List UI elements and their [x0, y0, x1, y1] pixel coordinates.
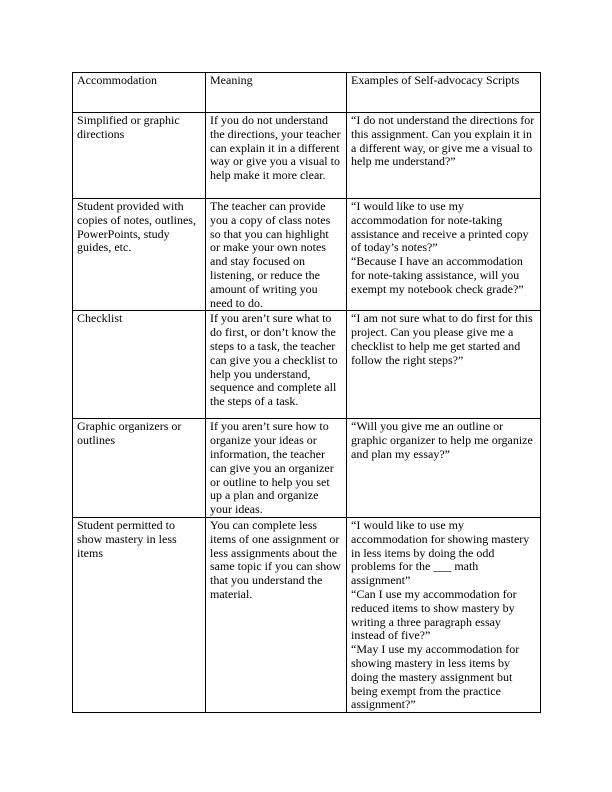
script-quote: “I would like to use my accommodation for note-taking assistance and receive a printed copy of today’s notes?” [351, 199, 529, 255]
column-header-meaning: Meaning [206, 73, 347, 113]
cell-examples [347, 113, 541, 199]
script-quote: “I would like to use my accommodation for showing mastery in less items by doing the odd problems for the ___ math assignment” [351, 517, 530, 588]
cell-examples [347, 199, 541, 311]
table-row [73, 517, 541, 712]
script-quote: “I am not sure what to do first for this project. Can you please give me a checklist to help me get started and follow the right steps?” [351, 311, 533, 367]
table-row [73, 419, 541, 518]
table-row [73, 199, 541, 311]
table-row [73, 113, 541, 199]
accommodations-table [72, 72, 541, 713]
cell-meaning: If you aren’t sure how to organize your ideas or information, the teacher can give you an organizer or outline to help you set up a plan and organize your ideas. [206, 419, 347, 518]
cell-meaning: The teacher can provide you a copy of class notes so that you can highlight or make your own notes and stay focused on listening, or reduce the amount of writing you need to do. [206, 199, 347, 311]
cell-accommodation: Student permitted to show mastery in less items [73, 517, 206, 712]
cell-meaning: You can complete less items of one assignment or less assignments about the same topic if you can show that you understand the material. [206, 517, 347, 712]
column-header-accommodation: Accommodation [73, 73, 206, 113]
script-quote: “Because I have an accommodation for note-taking assistance, will you exempt my notebook check grade?” [351, 254, 524, 296]
cell-accommodation: Student provided with copies of notes, outlines, PowerPoints, study guides, etc. [73, 199, 206, 311]
cell-examples [347, 311, 541, 419]
column-header-examples: Examples of Self-advocacy Scripts [347, 73, 541, 113]
cell-accommodation: Checklist [73, 311, 206, 419]
cell-meaning: If you aren’t sure what to do first, or don’t know the steps to a task, the teacher can give you a checklist to help you understand, sequence and complete all the steps of a task. [206, 311, 347, 419]
cell-meaning: If you do not understand the directions, your teacher can explain it in a different way or give you a visual to help make it more clear. [206, 113, 347, 199]
cell-accommodation: Graphic organizers or outlines [73, 419, 206, 518]
table-header-row [73, 73, 541, 113]
table-row [73, 311, 541, 419]
script-quote: “I do not understand the directions for this assignment. Can you explain it in a different way, or give me a visual to help me understand?” [351, 113, 535, 169]
script-quote: “May I use my accommodation for showing mastery in less items by doing the mastery assignment but being exempt from the practice assignment?” [351, 642, 520, 712]
cell-examples [347, 517, 541, 712]
script-quote: “Can I use my accommodation for reduced items to show mastery by writing a three paragraph essay instead of five?” [351, 586, 517, 643]
cell-examples [347, 419, 541, 518]
cell-accommodation: Simplified or graphic directions [73, 113, 206, 199]
script-quote: “Will you give me an outline or graphic organizer to help me organize and plan my essay?” [351, 419, 533, 461]
